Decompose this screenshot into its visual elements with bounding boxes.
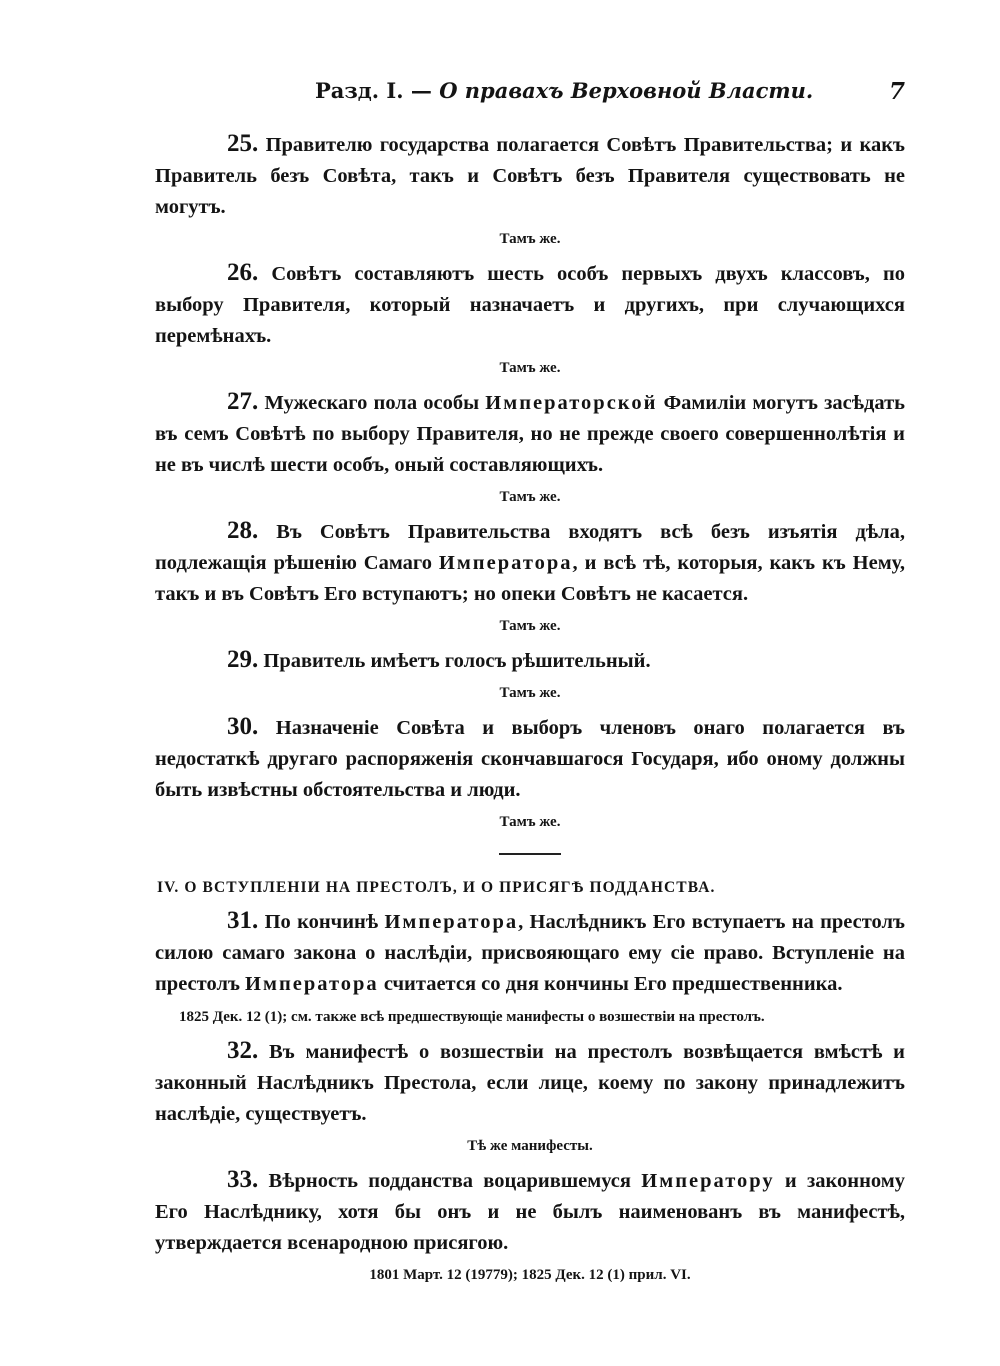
article-text: Совѣтъ составляютъ шесть особъ первыхъ двухъ классовъ, по выбору Правителя, который назначаетъ и другихъ, при случающихся перемѣнахъ. [155,263,906,347]
article-source: Тамъ же. [499,360,561,376]
article-text-spaced: Императора [245,973,379,995]
article-32 [155,1035,905,1130]
article-text: Мужескаго пола особы [264,392,486,414]
article-26 [155,257,905,352]
section-divider [499,853,561,855]
page-number: 7 [888,78,905,105]
running-header [155,78,905,108]
header-section: Разд. I. — [315,78,440,103]
article-source: 1801 Март. 12 (19779); 1825 Дек. 12 (1) прил. VI. [369,1267,691,1283]
article-text: Правителю государства полагается Совѣтъ Правительства; и какъ Правитель безъ Совѣта, такъ и Совѣтъ безъ Правителя существовать не могутъ. [155,134,905,218]
article-source: Тамъ же. [499,814,561,830]
article-source: Тамъ же. [499,618,561,634]
article-text: Назначеніе Совѣта и выборъ членовъ онаго полагается въ недостаткѣ другаго распоряженія скончавшагося Государя, ибо оному должны быть извѣстны обстоятельства и люди. [155,717,905,801]
article-number: 33. [227,1166,259,1193]
article-28 [155,515,905,610]
article-number: 25. [227,130,259,157]
article-25 [155,128,905,223]
article-text: , и всѣ тѣ, которыя, какъ къ Нему, такъ и въ Совѣтъ Его вступаютъ; но опеки Совѣтъ не касается. [155,552,905,605]
article-source: Тѣ же манифесты. [467,1138,593,1154]
article-text-spaced: Императора [384,911,519,933]
article-text: По кончинѣ [264,911,385,933]
article-text: Въ Совѣтъ Правительства входятъ всѣ безъ изъятія дѣла, подлежащія рѣшенію Самаго [155,521,905,574]
article-text: , Наслѣдникъ Его вступаетъ на престолъ силою самаго закона о наслѣдіи, присвояющаго ему сіе право. Вступленіе на престолъ [155,911,905,995]
article-text-spaced: Императору [641,1170,775,1192]
article-source: Тамъ же. [499,231,561,247]
article-text: Въ манифестѣ о возшествіи на престолъ возвѣщается вмѣстѣ и законный Наслѣдникъ Престола, если лице, коему по закону принадлежитъ наслѣдіе, существуетъ. [155,1041,905,1125]
article-27 [155,386,905,481]
article-text: и законному Его Наслѣднику, хотя бы онъ и не былъ наименованъ въ манифестѣ, утверждается всенародною присягою. [155,1170,905,1254]
page-body [155,128,905,1293]
article-29 [155,644,905,677]
article-number: 26. [227,259,259,286]
article-number: 29. [227,646,259,673]
article-33 [155,1164,905,1259]
section-title: IV. О ВСТУПЛЕНІИ НА ПРЕСТОЛЪ, И О ПРИСЯГѢ ПОДДАНСТВА. [157,879,716,896]
article-source: Тамъ же. [499,685,561,701]
article-30 [155,711,905,806]
article-source: Тамъ же. [499,489,561,505]
article-text-spaced: Императорской [485,392,658,414]
article-text: Правитель имѣетъ голосъ рѣшительный. [263,650,651,672]
article-31 [155,905,905,1000]
article-text: считается со дня кончины Его предшественника. [378,973,843,995]
article-note: 1825 Дек. 12 (1); см. также всѣ предшествующіе манифесты о возшествіи на престолъ. [179,1009,765,1025]
article-number: 28. [227,517,259,544]
article-text: Вѣрность подданства воцарившемуся [268,1170,642,1192]
article-number: 30. [227,713,259,740]
article-text-spaced: Императора [438,552,573,574]
article-number: 31. [227,907,259,934]
article-number: 32. [227,1037,259,1064]
header-title: О правахъ Верховной Власти. [439,78,814,103]
article-number: 27. [227,388,259,415]
article-text: Фамиліи могутъ засѣдать въ семъ Совѣтѣ по выбору Правителя, но не прежде своего совершеннолѣтія и не въ числѣ шести особъ, оный составляющихъ. [155,392,905,476]
running-head [315,78,813,103]
